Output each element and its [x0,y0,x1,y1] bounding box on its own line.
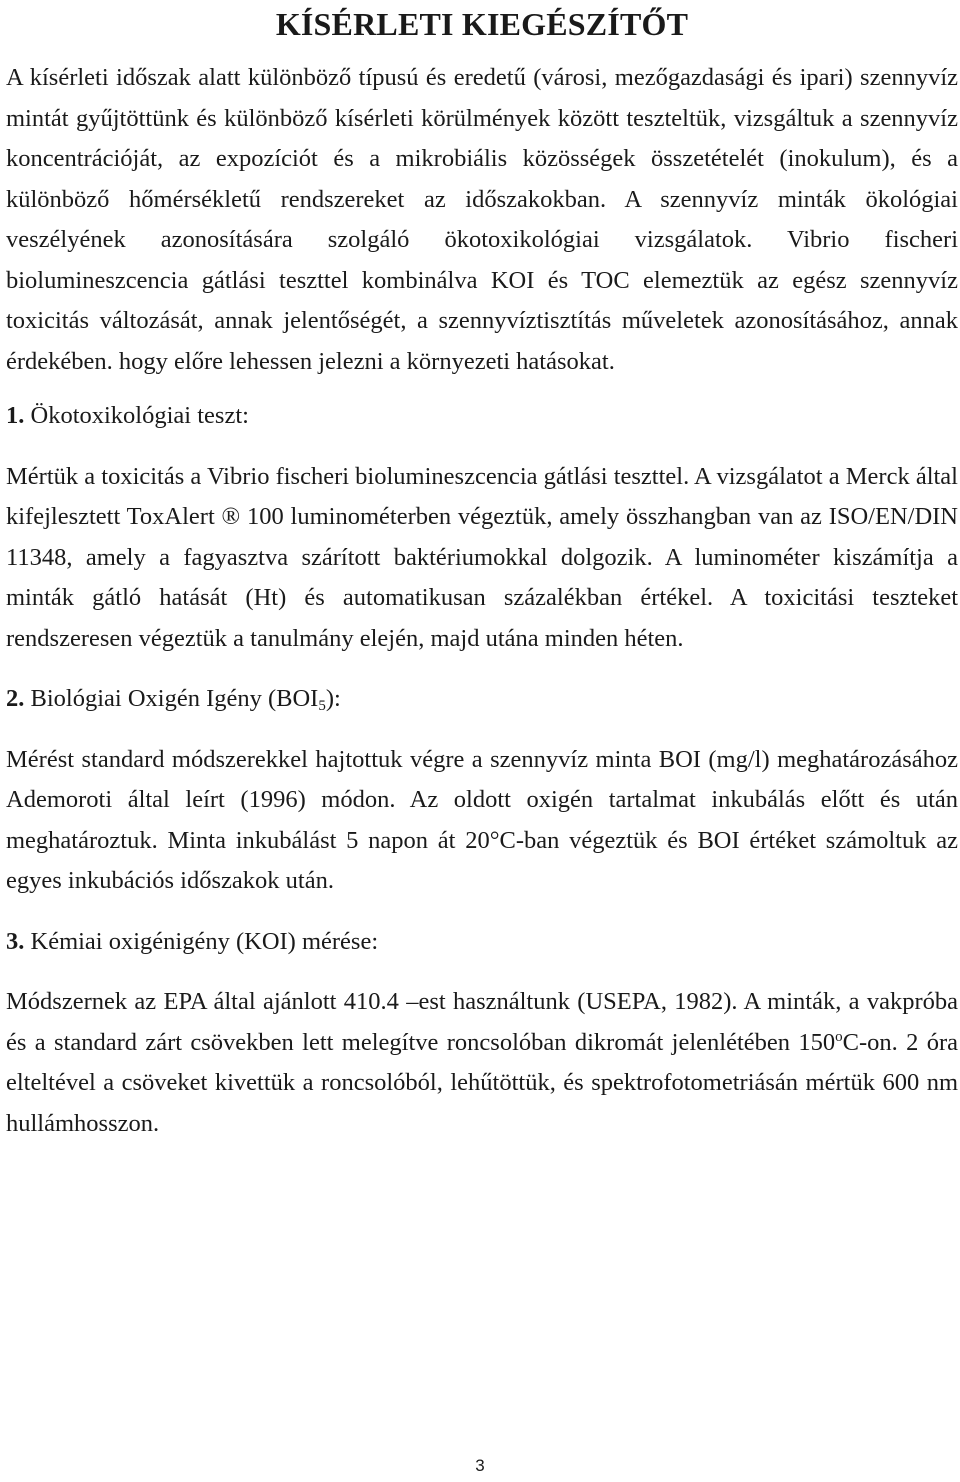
section-1-number: 1. [6,402,25,429]
spacer [6,962,958,982]
section-2-number: 2. [6,685,25,712]
spacer [6,659,958,679]
spacer [6,437,958,457]
section-2-heading [6,679,958,720]
document-page [6,0,958,1144]
section-2-title-subscript: 5 [318,698,326,714]
intro-paragraph: A kísérleti időszak alatt különböző típusú és eredetű (városi, mezőgazdasági és ipari) szennyvíz mintát gyűjtöttünk és különböző kísérleti körülmények között teszteltük, vizsgáltuk a szennyvíz koncentrációját, az expozíciót és a mikrobiális közösségek összetételét (inokulum), és a különböző hőmérsékletű rendszereket az időszakokban. A szennyvíz minták ökológiai veszélyének azonosítására szolgáló ökotoxikológiai vizsgálatok. Vibrio fischeri biolumineszcencia gátlási teszttel kombinálva KOI és TOC elemeztük az egész szennyvíz toxicitás változását, annak jelentőségét, a szennyvíztisztítás műveletek azonosításához, annak érdekében. hogy előre lehessen jelezni a környezeti hatásokat. [6,64,958,375]
section-2-body: Mérést standard módszerekkel hajtottuk végre a szennyvíz minta BOI (mg/l) meghatározásához Ademoroti által leírt (1996) módon. Az oldott oxigén tartalmat inkubálás előtt és után meghatároztuk. Minta inkubálást 5 napon át 20°C-ban végeztük és BOI értéket számoltuk az egyes inkubációs időszakok után. [6,745,958,894]
degree-superscript: o [835,1028,843,1045]
section-2-title: Biológiai Oxigén Igény (BOI [24,685,319,712]
page-title: KÍSÉRLETI KIEGÉSZÍTŐT [275,6,689,42]
section-1-heading [6,396,958,437]
section-1-body: Mértük a toxicitás a Vibrio fischeri biolumineszcencia gátlási teszttel. A vizsgálatot a Merck által kifejlesztett ToxAlert ® 100 luminométerben végeztük, amely összhangban van az ISO/EN/DIN 11348, amely a fagyasztva szárított baktériumokkal dolgozik. A luminométer kiszámítja a minták gátló hatását (Ht) és automatikusan százalékban értékel. A toxicitási teszteket rendszeresen végeztük a tanulmány elején, majd utána minden héten. [6,462,958,652]
spacer [6,720,958,740]
section-1-title: Ökotoxikológiai teszt: [24,402,249,429]
section-3-body-end: C-on. 2 óra elteltével a csöveket kivettük a roncsolóból, lehűtöttük, és spektrofotometriásán mértük 600 nm hullámhosszon. [6,1028,958,1137]
section-3-title: Kémiai oxigénigény (KOI) mérése: [24,927,379,955]
spacer [6,902,958,922]
page-number: 3 [475,1456,485,1475]
section-2-title-end: ): [325,685,341,712]
section-3-number: 3. [6,927,25,955]
section-3-body-start: Módszernek az EPA által ajánlott 410.4 –est használtunk (USEPA, 1982). A minták, a vakpróba és a standard zárt csövekben lett melegítve roncsolóban dikromát jelenlétében 150 [6,988,958,1056]
section-3-body [6,982,958,1144]
spacer [6,382,958,396]
section-3-heading [6,922,958,963]
